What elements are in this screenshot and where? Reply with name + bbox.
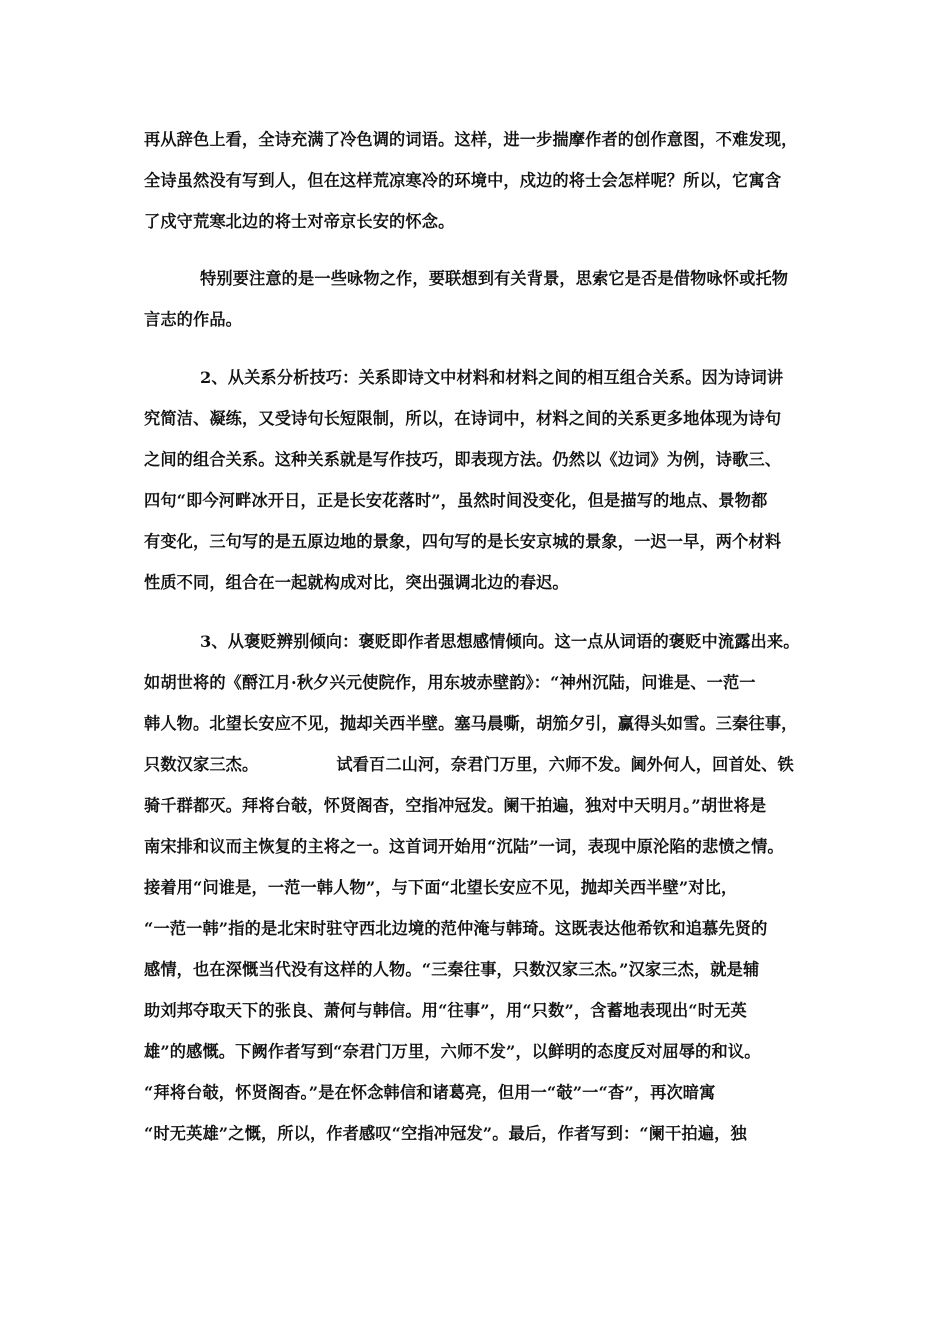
text-segment: 只数汉家三杰。 bbox=[144, 755, 259, 774]
text-segment: 试看百二山河，奈君门万里，六师不发。阃外何人，回首处、铁 bbox=[336, 755, 794, 774]
text-line: “时无英雄”之慨，所以，作者感叹“空指冲冠发”。最后，作者写到：“阑干拍遍，独 bbox=[144, 1124, 747, 1143]
text-line: 3、从褒贬辨别倾向：褒贬即作者思想感情倾向。这一点从词语的褒贬中流露出来。 bbox=[200, 632, 800, 651]
text-line: 韩人物。北望长安应不见，抛却关西半壁。塞马晨嘶，胡笳夕引，赢得头如雪。三秦往事， bbox=[144, 714, 798, 733]
text-line: 究简洁、凝练，又受诗句长短限制，所以，在诗词中，材料之间的关系更多地体现为诗句 bbox=[144, 409, 782, 428]
text-line: 雄”的感慨。下阙作者写到“奈君门万里，六师不发”，以鲜明的态度反对屈辱的和议。 bbox=[144, 1042, 761, 1061]
text-line: 接着用“问谁是，一范一韩人物”，与下面“北望长安应不见，抛却关西半壁”对比， bbox=[144, 878, 738, 897]
text-line: “拜将台攲，怀贤阁杳。”是在怀念韩信和诸葛亮，但用一“攲”一“杳”，再次暗寓 bbox=[144, 1083, 716, 1102]
text-line bbox=[144, 751, 814, 785]
text-line: 助刘邦夺取天下的张良、萧何与韩信。用“往事”，用“只数”，含蓄地表现出“时无英 bbox=[144, 1001, 747, 1020]
text-line: 了戍守荒寒北边的将士对帝京长安的怀念。 bbox=[144, 212, 455, 231]
text-line: 有变化，三句写的是五原边地的景象，四句写的是长安京城的景象，一迟一早，两个材料 bbox=[144, 532, 782, 551]
text-line: 言志的作品。 bbox=[144, 310, 243, 329]
text-line: 四句“即今河畔冰开日，正是长安花落时”，虽然时间没变化，但是描写的地点、景物都 bbox=[144, 491, 768, 510]
text-line: 2、从关系分析技巧：关系即诗文中材料和材料之间的相互组合关系。因为诗词讲 bbox=[200, 368, 784, 387]
text-line: 如胡世将的《酹江月·秋夕兴元使院作，用东坡赤壁韵》：“神州沉陆，问谁是、一范一 bbox=[144, 673, 756, 692]
text-line: 南宋排和议而主恢复的主将之一。这首词开始用“沉陆”一词，表现中原沦陷的悲愤之情。 bbox=[144, 837, 784, 856]
text-line: 性质不同，组合在一起就构成对比，突出强调北边的春迟。 bbox=[144, 573, 569, 592]
text-line: 感情，也在深慨当代没有这样的人物。“三秦往事，只数汉家三杰。”汉家三杰，就是辅 bbox=[144, 960, 760, 979]
text-line: 骑千群都灭。拜将台攲，怀贤阁杳，空指冲冠发。阑干拍遍，独对中天明月。”胡世将是 bbox=[144, 796, 767, 815]
text-line: 再从辞色上看，全诗充满了冷色调的词语。这样，进一步揣摩作者的创作意图，不难发现， bbox=[144, 130, 798, 149]
text-line: “一范一韩”指的是北宋时驻守西北边境的范仲淹与韩琦。这既表达他希钦和追慕先贤的 bbox=[144, 919, 768, 938]
text-line: 全诗虽然没有写到人，但在这样荒凉寒冷的环境中，戍边的将士会怎样呢？所以，它寓含 bbox=[144, 171, 782, 190]
text-line: 特别要注意的是一些咏物之作，要联想到有关背景，思索它是否是借物咏怀或托物 bbox=[200, 269, 789, 288]
text-line: 之间的组合关系。这种关系就是写作技巧，即表现方法。仍然以《边词》为例，诗歌三、 bbox=[144, 450, 782, 469]
